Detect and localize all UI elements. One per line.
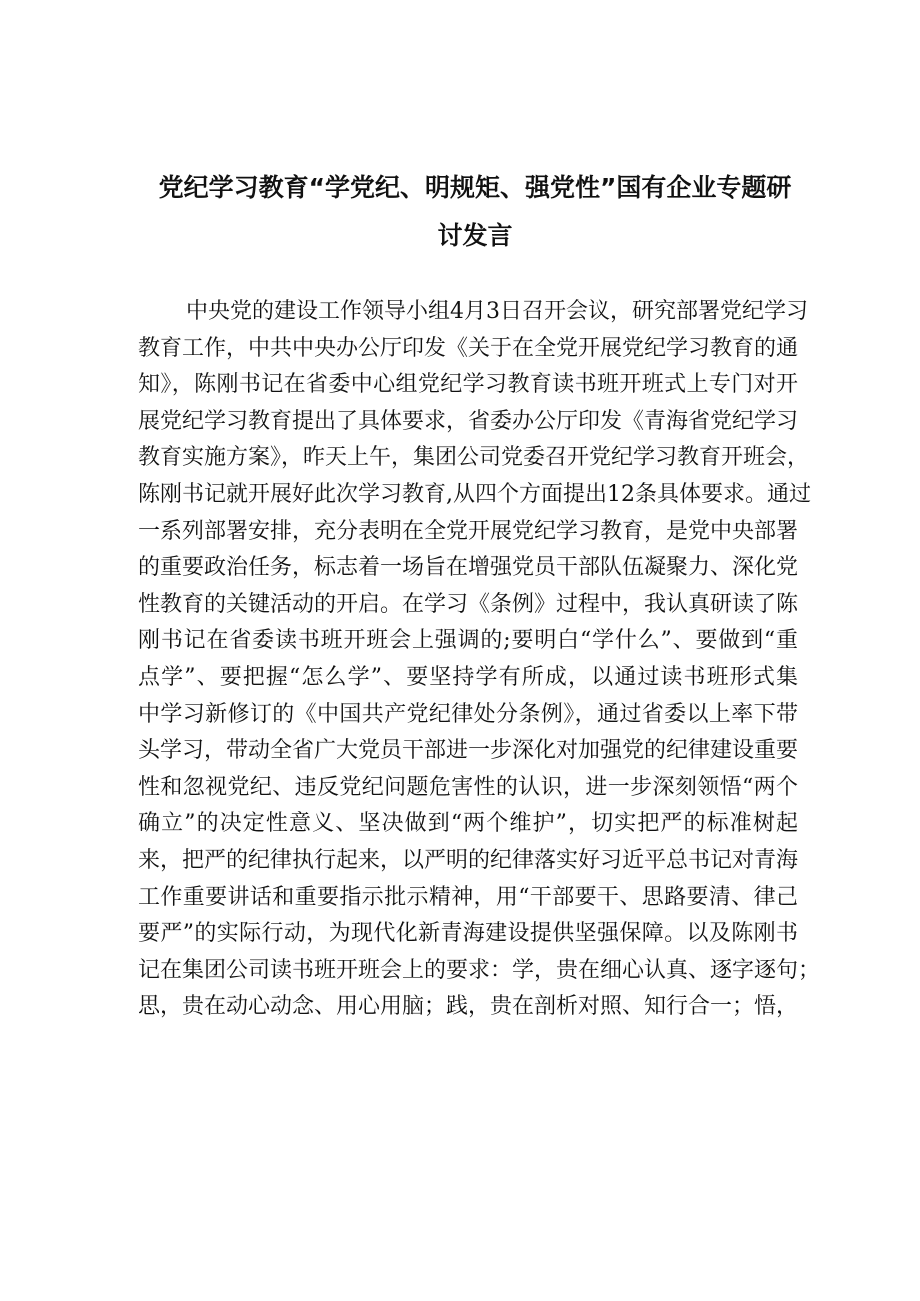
- document-title: [130, 164, 820, 260]
- title-line-1: 党纪学习教育“学党纪、明规矩、强党性”国有企业专题研: [158, 173, 792, 202]
- body-line: 来，把严的纪律执行起来，以严明的纪律落实好习近平总书记对青海: [138, 847, 799, 873]
- body-line: 知》，陈刚书记在省委中心组党纪学习教育读书班开班式上专门对开: [138, 372, 798, 398]
- body-line: 头学习，带动全省广大党员干部进一步深化对加强党的纪律建设重要: [138, 738, 799, 764]
- body-line: 教育实施方案》，昨天上午，集团公司党委召开党纪学习教育开班会，: [138, 445, 810, 471]
- body-line: 性教育的关键活动的开启。在学习《条例》过程中，我认真研读了陈: [138, 591, 799, 617]
- body-line: 确立”的决定性意义、坚决做到“两个维护”，切实把严的标准树起: [138, 811, 798, 837]
- body-line: 教育工作，中共中央办公厅印发《关于在全党开展党纪学习教育的通: [138, 335, 799, 361]
- body-line: 的重要政治任务，标志着一场旨在增强党员干部队伍凝聚力、深化党: [138, 555, 799, 581]
- body-line: 中央党的建设工作领导小组4月3日召开会议，研究部署党纪学习: [186, 299, 808, 324]
- body-line: 性和忽视党纪、违反党纪问题危害性的认识，进一步深刻领悟“两个: [138, 774, 798, 800]
- body-paragraph: [138, 294, 821, 1026]
- body-line: 一系列部署安排，充分表明在全党开展党纪学习教育，是党中央部署: [138, 518, 799, 544]
- body-line: 展党纪学习教育提出了具体要求，省委办公厅印发《青海省党纪学习: [138, 408, 799, 434]
- body-line: 记在集团公司读书班开班会上的要求：学，贵在细心认真、逐字逐句；: [138, 957, 821, 983]
- body-line: 思，贵在动心动念、用心用脑；践，贵在剖析对照、知行合一；悟，: [138, 994, 799, 1020]
- body-line: 中学习新修订的《中国共产党纪律处分条例》，通过省委以上率下带: [138, 701, 798, 727]
- body-line: 刚书记在省委读书班开班会上强调的;要明白“学什么”、要做到“重: [138, 628, 798, 654]
- body-line: 要严”的实际行动，为现代化新青海建设提供坚强保障。以及陈刚书: [138, 921, 798, 947]
- body-line: 工作重要讲话和重要指示批示精神，用“干部要干、思路要清、律己: [138, 884, 798, 910]
- body-line: 陈刚书记就开展好此次学习教育,从四个方面提出12条具体要求。通过: [138, 481, 811, 507]
- title-line-2: 讨发言: [437, 221, 513, 250]
- body-line: 点学”、要把握“怎么学”、要坚持学有所成，以通过读书班形式集: [138, 664, 798, 690]
